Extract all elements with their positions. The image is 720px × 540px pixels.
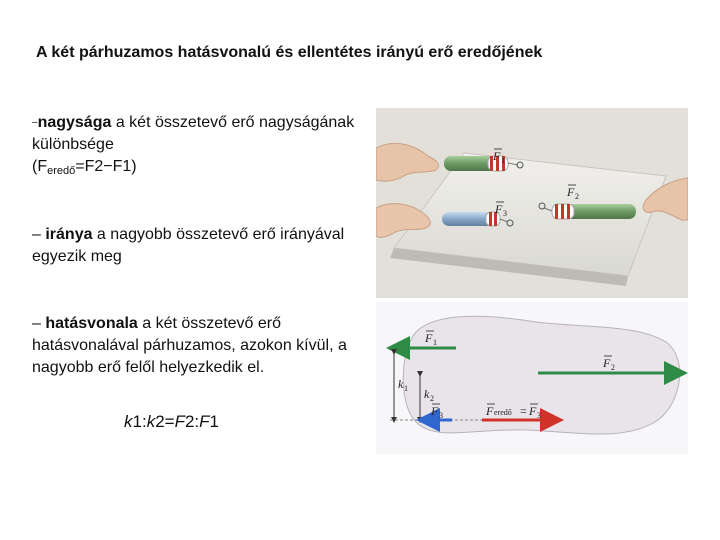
keyword-line-of-action: hatásvonala xyxy=(45,315,138,332)
svg-text:1: 1 xyxy=(501,156,505,165)
bullet-dash: – xyxy=(32,315,46,332)
bullet-dash: – xyxy=(32,226,46,243)
svg-text:1: 1 xyxy=(404,384,408,393)
svg-text:F: F xyxy=(567,185,575,199)
svg-text:3: 3 xyxy=(537,411,541,420)
force-diagram xyxy=(376,302,688,454)
ratio-formula: k1:k2=F2:F1 xyxy=(124,412,220,431)
svg-text:3: 3 xyxy=(439,411,443,420)
photo-spring-experiment xyxy=(376,108,688,298)
rigid-body xyxy=(403,316,679,434)
slide-title: A két párhuzamos hatásvonalú és ellentétes irányú erő eredőjének xyxy=(36,44,543,61)
svg-text:F: F xyxy=(425,331,433,345)
paragraph-line-of-action xyxy=(32,313,367,379)
svg-text:2: 2 xyxy=(611,363,615,372)
svg-text:2: 2 xyxy=(575,192,579,201)
formula-rest: =F2−F1) xyxy=(75,158,137,175)
svg-text:2: 2 xyxy=(430,394,434,403)
svg-text:F: F xyxy=(486,404,494,418)
svg-text:F: F xyxy=(495,202,503,216)
svg-text:3: 3 xyxy=(503,209,507,218)
magnitude-text: a két összetevő erő nagyságának különbsége xyxy=(32,114,355,153)
svg-text:F: F xyxy=(603,356,611,370)
svg-text:F: F xyxy=(529,404,537,418)
keyword-magnitude: nagysága xyxy=(37,114,112,131)
svg-text:k: k xyxy=(424,387,430,401)
svg-text:k: k xyxy=(398,377,404,391)
direction-text: a nagyobb összetevő erő irányával egyezik meg xyxy=(32,226,345,265)
svg-text:F: F xyxy=(493,149,501,163)
svg-text:F: F xyxy=(431,404,439,418)
bullet-dash: – xyxy=(32,117,38,128)
spring-tube-green-2 xyxy=(564,204,636,219)
svg-text:1: 1 xyxy=(433,338,437,347)
line-of-action-text: a két összetevő erő hatásvonalával párhuzamos, azokon kívül, a nagyobb erő felől helyezkedik el. xyxy=(32,315,347,376)
paragraph-direction xyxy=(32,224,367,268)
svg-text:eredő: eredő xyxy=(494,408,512,417)
formula-open: (F xyxy=(32,158,48,175)
formula-sub: eredő xyxy=(47,165,76,177)
paragraph-magnitude xyxy=(32,112,367,182)
svg-text:=: = xyxy=(520,404,527,418)
keyword-direction: iránya xyxy=(45,226,93,243)
